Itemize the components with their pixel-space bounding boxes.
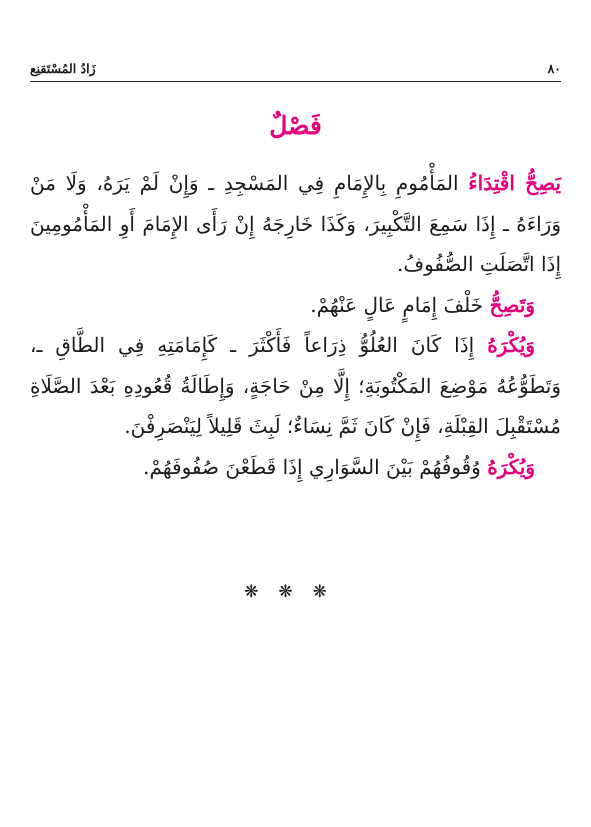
- paragraph: [30, 447, 561, 488]
- body-text: [30, 163, 561, 487]
- header-rule: [30, 81, 561, 82]
- paragraph-text: خَلْفَ إِمَامٍ عَالٍ عَنْهُمْ.: [310, 292, 490, 317]
- paragraph-text: إِذَا كَانَ العُلُوُّ ذِرَاعاً فَأَكْثَرَ ـ كَإِمَامَتِهِ فِي الطَّاقِ ـ، وَتَطَوُّعُهُ مَوْضِعَ المَكْتُوبَةِ؛ إِلَّا مِنْ حَاجَةٍ، وَإِطَالَةُ قُعُودِهِ بَعْدَ الصَّلَاةِ مُسْتَقْبِلَ القِبْلَةِ، فَإِنْ كَانَ ثَمَّ نِسَاءٌ؛ لَبِثَ قَلِيلاً لِيَنْصَرِفْنَ.: [30, 333, 562, 438]
- section-separator: ❋❋❋: [244, 582, 347, 602]
- page-header: [30, 58, 561, 78]
- paragraph-keyword: وَيُكْرَهُ: [487, 333, 535, 357]
- running-title: زَادُ المُسْتَقنِع: [30, 60, 96, 76]
- paragraph-keyword: وَيُكْرَهُ: [487, 454, 535, 479]
- page-number: ٨٠: [547, 60, 561, 76]
- paragraph-keyword: يَصِحُّ اقْتِدَاءُ: [468, 171, 561, 195]
- paragraph-text: وُقُوفُهُمْ بَيْنَ السَّوَارِي إِذَا قَطَعْنَ صُفُوفَهُمْ.: [143, 454, 488, 479]
- paragraph: [30, 285, 561, 326]
- paragraph: [30, 163, 561, 285]
- paragraph: [30, 325, 561, 447]
- section-title: فَصْلٌ: [269, 111, 322, 140]
- paragraph-keyword: وَتَصِحُّ: [489, 292, 535, 317]
- paragraph-text: المَأْمُومِ بِالإِمَامِ فِي المَسْجِدِ ـ وَإِنْ لَمْ يَرَهُ، وَلَا مَنْ وَرَاءَهُ ـ إِذَا سَمِعَ التَّكْبِيرَ، وَكَذَا خَارِجَهُ إِنْ رَأَى الإِمَامَ أَوِ المَأْمُومِينَ إِذَا اتَّصَلَتِ الصُّفُوفُ.: [30, 171, 561, 276]
